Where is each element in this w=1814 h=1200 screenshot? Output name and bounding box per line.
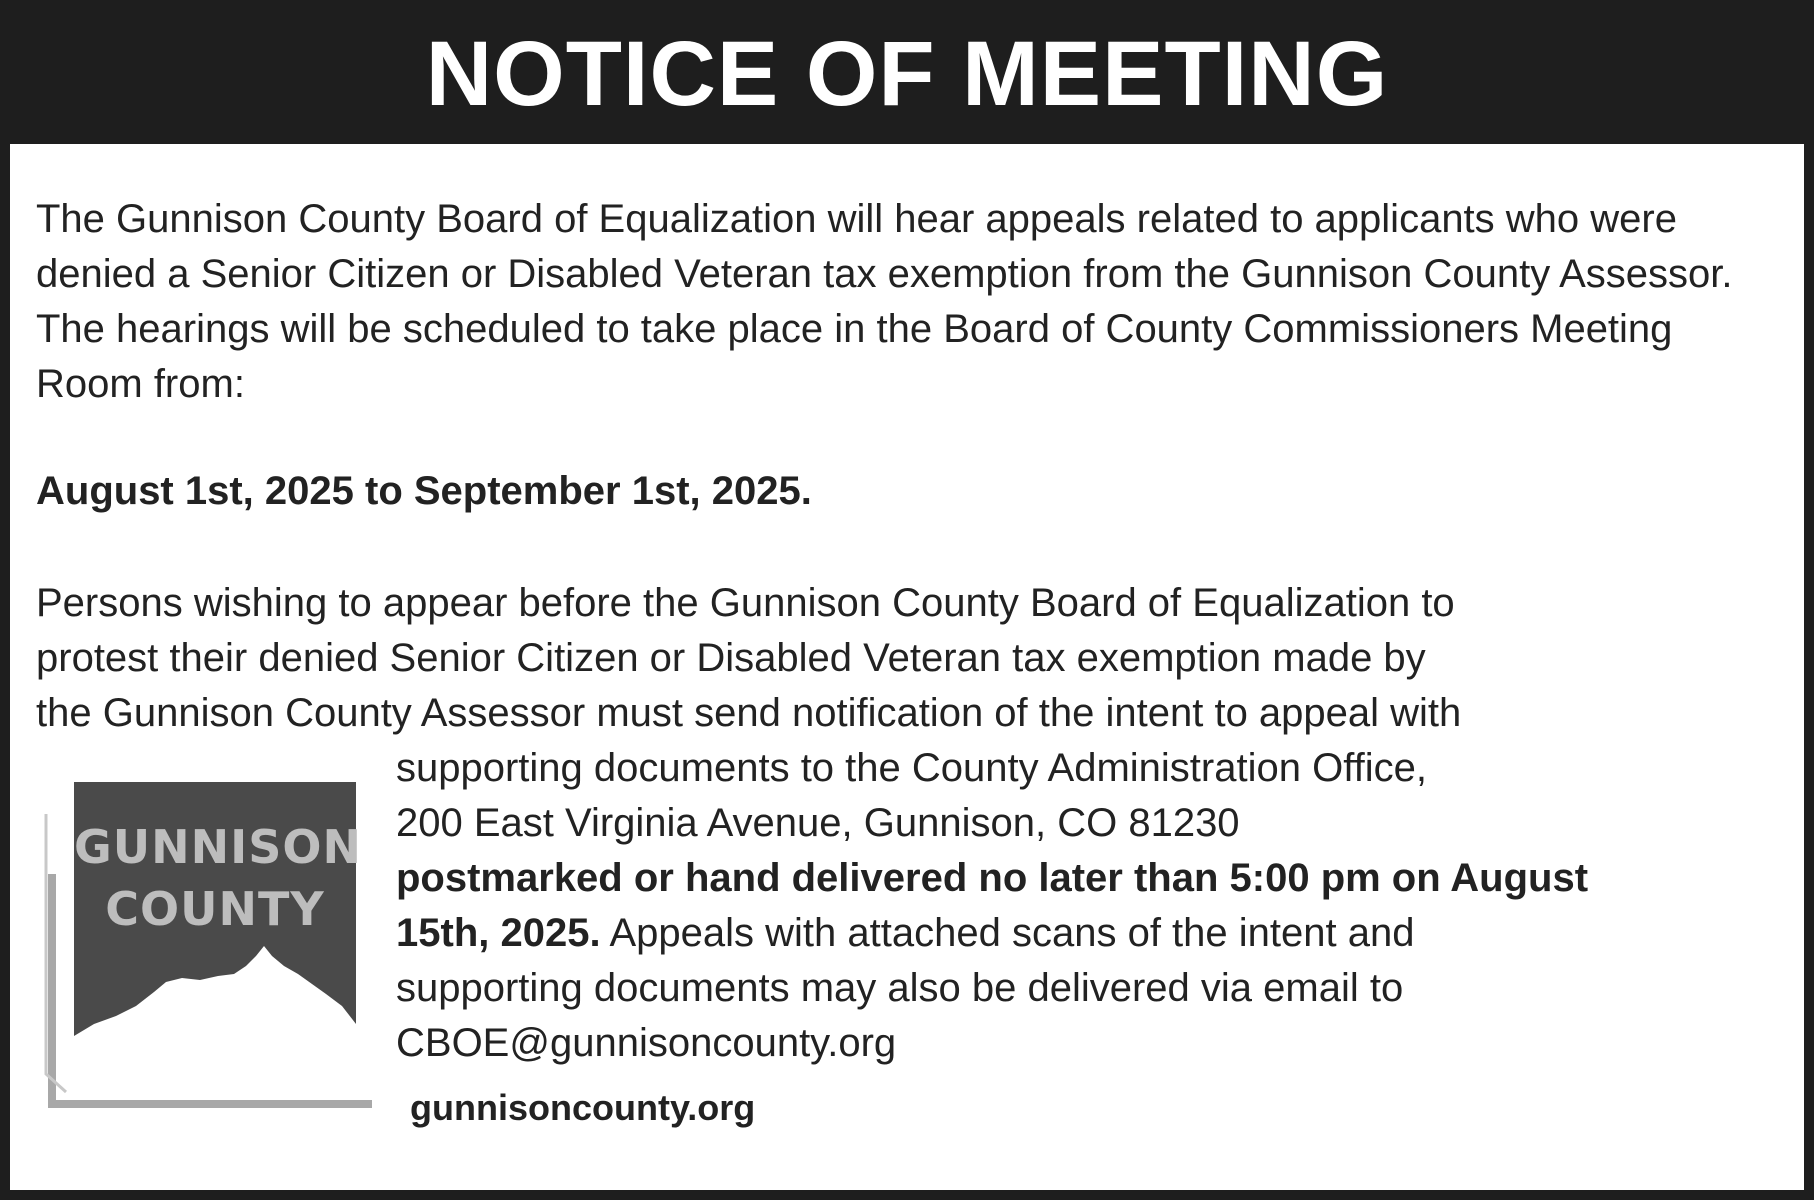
page-title: NOTICE OF MEETING xyxy=(425,23,1389,125)
deadline-date-line xyxy=(396,906,1736,961)
appeal-paragraph xyxy=(36,576,1756,741)
notice-panel xyxy=(10,144,1804,1190)
email-intro-text: Appeals with attached scans of the intent and xyxy=(600,911,1415,955)
appeal-line: Persons wishing to appear before the Gunnison County Board of Equalization to xyxy=(36,581,1455,625)
logo-text-line2: COUNTY xyxy=(105,882,325,936)
deadline-date: 15th, 2025. xyxy=(396,911,601,955)
header-bar xyxy=(0,0,1814,144)
office-line: supporting documents to the County Administration Office, xyxy=(396,746,1427,790)
deadline-line: postmarked or hand delivered no later than 5:00 pm on August xyxy=(396,856,1589,900)
gunnison-county-logo xyxy=(42,774,382,1114)
submission-details xyxy=(396,741,1736,1071)
email-line: supporting documents may also be delivered via email to xyxy=(396,966,1404,1010)
appeal-line: the Gunnison County Assessor must send notification of the intent to appeal with xyxy=(36,691,1462,735)
website-link[interactable]: gunnisoncounty.org xyxy=(410,1087,756,1128)
appeal-line: protest their denied Senior Citizen or Disabled Veteran tax exemption made by xyxy=(36,636,1426,680)
intro-paragraph: The Gunnison County Board of Equalization will hear appeals related to applicants who were denied a Senior Citizen or Disabled Veteran tax exemption from the Gunnison County Assessor. The hearings will be scheduled to take place in the Board of County Commissioners Meeting Room from: xyxy=(36,197,1733,406)
meeting-dates: August 1st, 2025 to September 1st, 2025. xyxy=(36,469,812,513)
logo-text-line1: GUNNISON xyxy=(74,820,362,874)
address-line: 200 East Virginia Avenue, Gunnison, CO 81230 xyxy=(396,801,1240,845)
email-address[interactable]: CBOE@gunnisoncounty.org xyxy=(396,1021,897,1065)
